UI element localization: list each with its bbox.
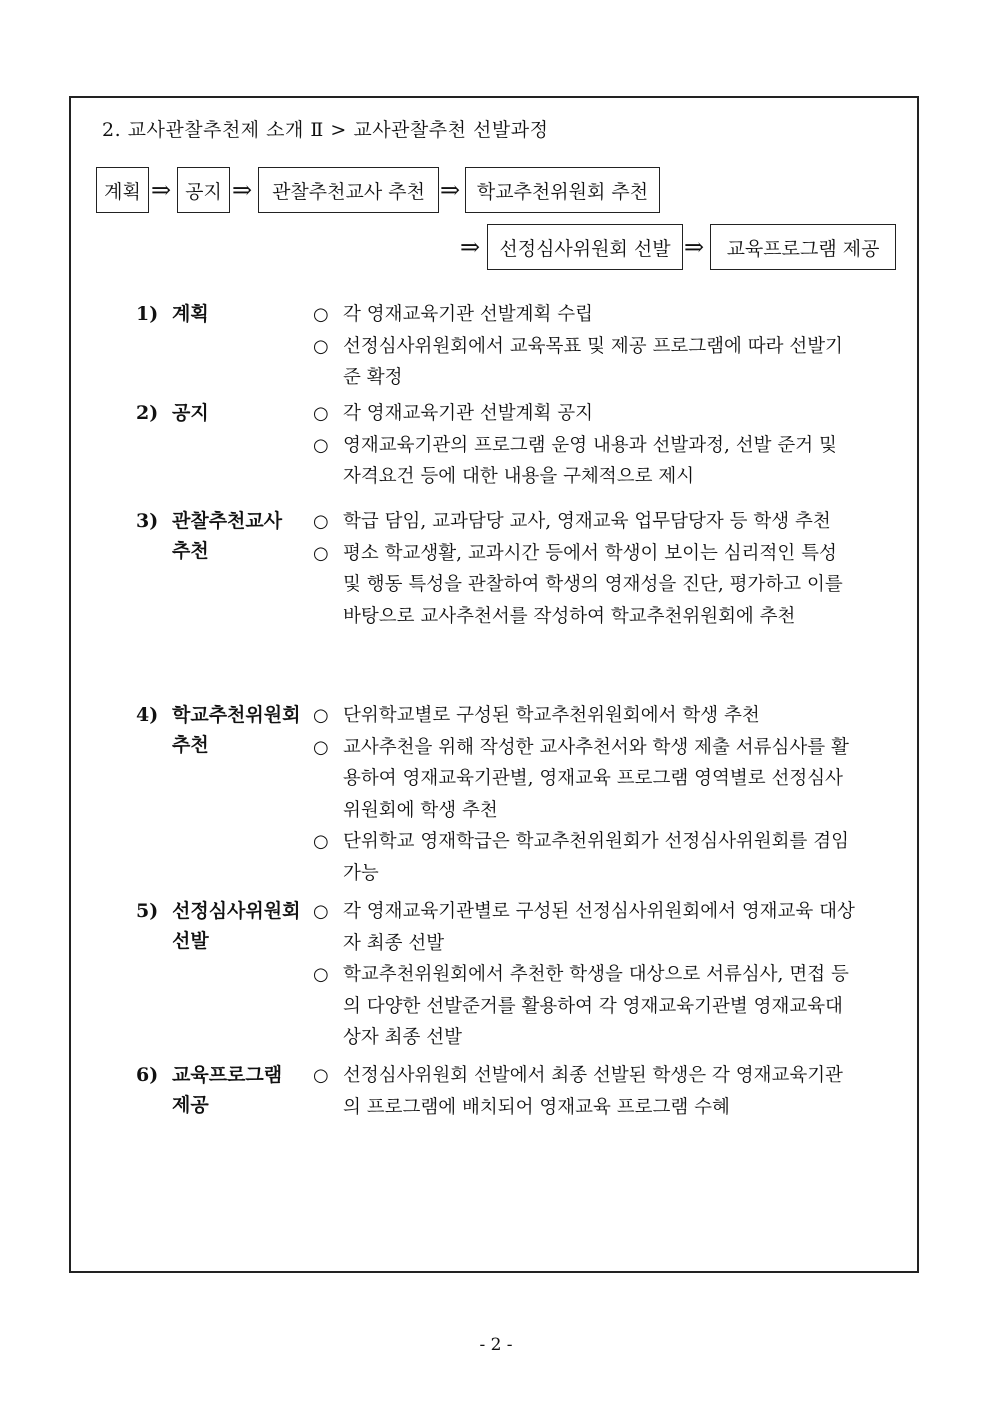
- section-items: [313, 1060, 858, 1123]
- item-text: 각 영재교육기관 선발계획 공지: [343, 403, 593, 424]
- section-title-line: 추천: [172, 734, 209, 756]
- section-title: 계획: [172, 303, 209, 325]
- item-text: 각 영재교육기관 선발계획 수립: [343, 304, 593, 325]
- section-label: [136, 700, 300, 760]
- circle-bullet-icon: ○: [313, 901, 329, 922]
- list-item: [313, 700, 858, 732]
- item-text: 학급 담임, 교과담당 교사, 영재교육 업무담당자 등 학생 추천: [343, 511, 831, 532]
- list-item: [313, 959, 858, 1054]
- flow-step-school-committee: 학교추천위원회 추천: [465, 167, 660, 213]
- list-item: [313, 896, 858, 959]
- section-title-line: 추천: [172, 540, 209, 562]
- flow-arrow: ⇒: [440, 176, 461, 204]
- section-title: [172, 1060, 282, 1120]
- section-title-line: 관찰추천교사: [172, 510, 283, 532]
- section-title-line: 선정심사위원회: [172, 900, 301, 922]
- flow-arrow: ⇒: [684, 233, 705, 261]
- section-number: 3): [136, 510, 159, 532]
- section-title-line: 교육프로그램: [172, 1064, 283, 1086]
- section-title: [172, 506, 282, 566]
- section-number: 2): [136, 402, 159, 424]
- section-label: [136, 299, 209, 329]
- flow-arrow: ⇒: [232, 176, 253, 204]
- circle-bullet-icon: ○: [313, 964, 329, 985]
- list-item: [313, 826, 858, 889]
- circle-bullet-icon: ○: [313, 335, 329, 357]
- section-label: [136, 1060, 282, 1120]
- section-items: [313, 896, 858, 1054]
- circle-bullet-icon: ○: [313, 511, 329, 532]
- section-label: [136, 398, 209, 428]
- section-title-line: 학교추천위원회: [172, 704, 301, 726]
- section-number: 1): [136, 303, 159, 325]
- section-title: [172, 896, 300, 956]
- flow-step-notice: 공지: [177, 167, 230, 213]
- page-title: 2. 교사관찰추천제 소개 Ⅱ > 교사관찰추천 선발과정: [102, 119, 549, 141]
- circle-bullet-icon: ○: [313, 1065, 329, 1086]
- section-title-line: 선발: [172, 930, 209, 952]
- item-text: 평소 학교생활, 교과시간 등에서 학생이 보이는 심리적인 특성 및 행동 특성을 관찰하여 학생의 영재성을 진단, 평가하고 이를 바탕으로 교사추천서를 작성하여 학교추천위원회에 추천: [343, 542, 843, 627]
- list-item: [313, 732, 858, 827]
- circle-bullet-icon: ○: [313, 542, 329, 564]
- item-text: 교사추천을 위해 작성한 교사추천서와 학생 제출 서류심사를 활용하여 영재교육기관별, 영재교육 프로그램 영역별로 선정심사위원회에 학생 추천: [343, 736, 849, 821]
- list-item: [313, 1060, 858, 1123]
- flow-step-plan: 계획: [96, 167, 149, 213]
- list-item: [313, 506, 858, 538]
- list-item: [313, 398, 858, 430]
- section-items: [313, 506, 858, 632]
- list-item: [313, 430, 858, 493]
- item-text: 단위학교별로 구성된 학교추천위원회에서 학생 추천: [343, 705, 760, 726]
- circle-bullet-icon: ○: [313, 736, 329, 758]
- item-text: 단위학교 영재학급은 학교추천위원회가 선정심사위원회를 겸임 가능: [343, 831, 850, 884]
- circle-bullet-icon: ○: [313, 403, 329, 424]
- item-text: 학교추천위원회에서 추천한 학생을 대상으로 서류심사, 면접 등의 다양한 선발준거를 활용하여 각 영재교육기관별 영재교육대상자 최종 선발: [343, 964, 849, 1048]
- flow-arrow: ⇒: [151, 176, 172, 204]
- flow-step-selection-committee: 선정심사위원회 선발: [487, 224, 683, 270]
- section-items: [313, 700, 858, 889]
- section-number: 6): [136, 1064, 159, 1086]
- section-number: 4): [136, 704, 159, 726]
- list-item: [313, 331, 858, 394]
- flow-arrow: ⇒: [460, 233, 481, 261]
- section-label: [136, 506, 282, 566]
- circle-bullet-icon: ○: [313, 304, 329, 325]
- item-text: 각 영재교육기관별로 구성된 선정심사위원회에서 영재교육 대상자 최종 선발: [343, 901, 855, 954]
- list-item: [313, 299, 858, 331]
- circle-bullet-icon: ○: [313, 831, 329, 852]
- section-number: 5): [136, 900, 159, 922]
- section-title-line: 제공: [172, 1094, 209, 1116]
- item-text: 영재교육기관의 프로그램 운영 내용과 선발과정, 선발 준거 및 자격요건 등에 대한 내용을 구체적으로 제시: [343, 434, 837, 487]
- flow-step-teacher-recommend: 관찰추천교사 추천: [258, 167, 439, 213]
- section-label: [136, 896, 300, 956]
- section-title: [172, 700, 300, 760]
- circle-bullet-icon: ○: [313, 434, 329, 456]
- page-number: - 2 -: [479, 1335, 513, 1355]
- flow-step-education-program: 교육프로그램 제공: [710, 224, 896, 270]
- circle-bullet-icon: ○: [313, 705, 329, 726]
- item-text: 선정심사위원회에서 교육목표 및 제공 프로그램에 따라 선발기준 확정: [343, 335, 843, 388]
- section-title: 공지: [172, 402, 209, 424]
- list-item: [313, 538, 858, 633]
- item-text: 선정심사위원회 선발에서 최종 선발된 학생은 각 영재교육기관의 프로그램에 배치되어 영재교육 프로그램 수혜: [343, 1065, 843, 1118]
- section-items: [313, 398, 858, 493]
- section-items: [313, 299, 858, 394]
